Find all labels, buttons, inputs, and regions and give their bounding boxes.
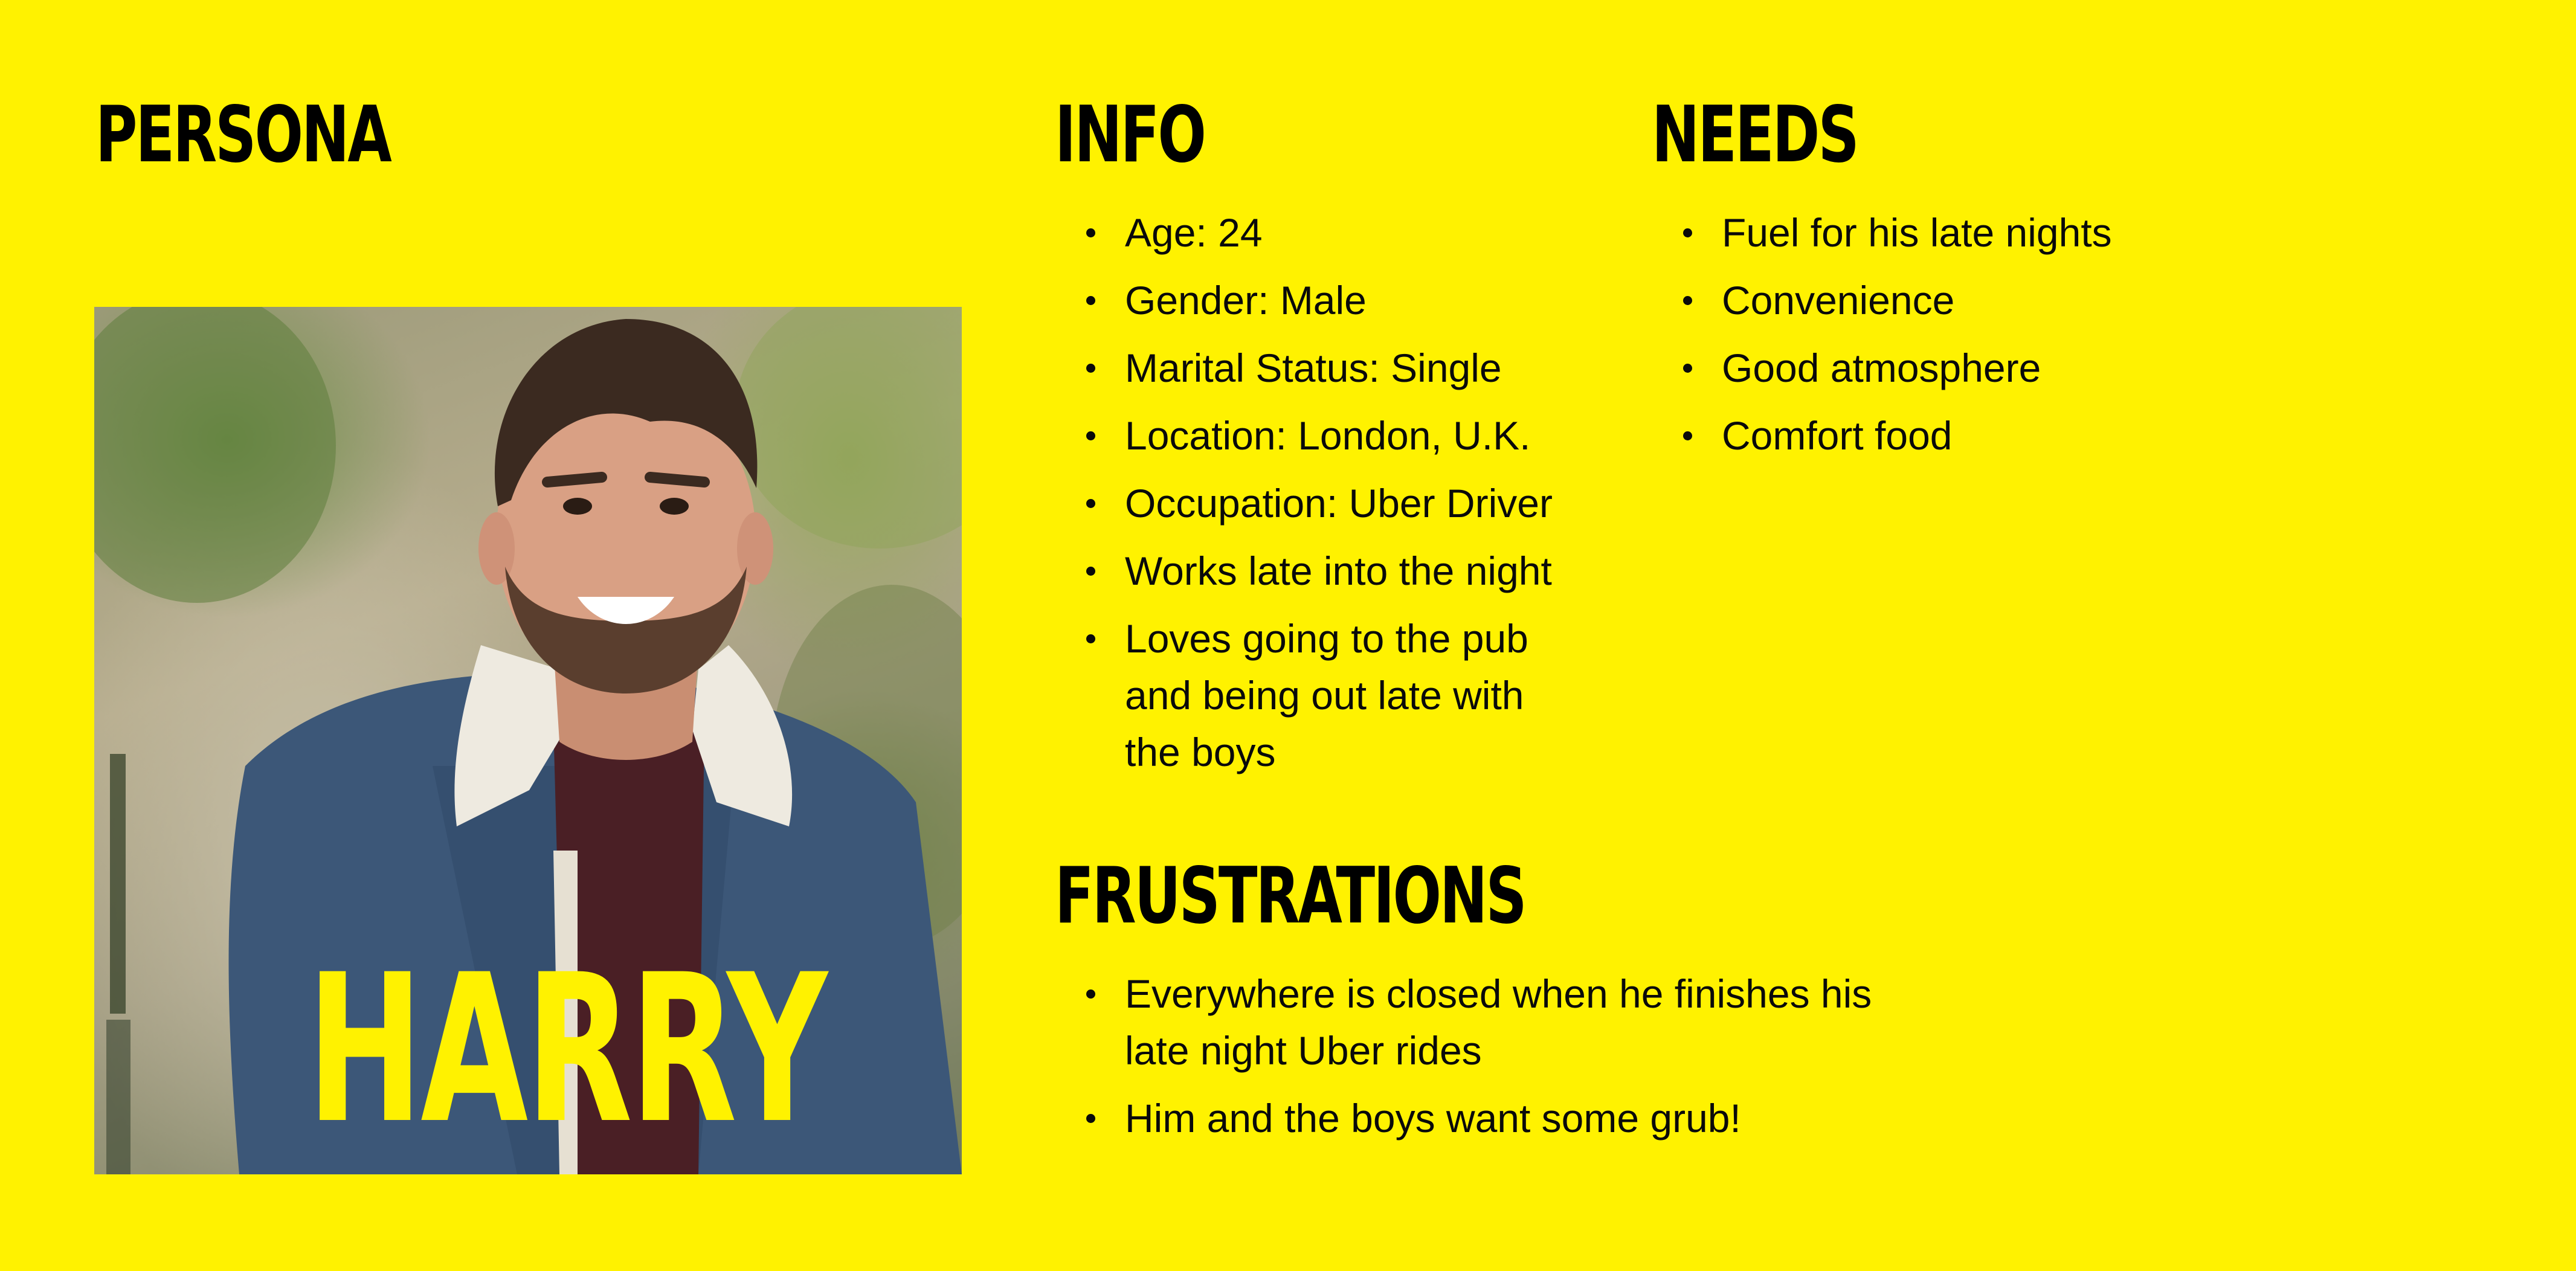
list-item <box>1055 475 1635 532</box>
info-title: INFO <box>1055 90 1205 180</box>
list-item <box>1652 407 2316 464</box>
needs-list <box>1652 204 2316 475</box>
list-item-text: the boys <box>1125 730 1276 774</box>
list-item-text: Occupation: Uber Driver <box>1125 481 1553 526</box>
list-item-text: Loves going to the pub <box>1125 616 1528 661</box>
list-item-text: Good atmosphere <box>1722 346 2041 390</box>
list-item-text: Location: London, U.K. <box>1125 413 1531 458</box>
list-item-text: Comfort food <box>1722 413 1953 458</box>
list-item <box>1055 965 2021 1079</box>
list-item-text: Marital Status: Single <box>1125 346 1502 390</box>
list-item <box>1055 1090 2021 1147</box>
list-item-text: Everywhere is closed when he finishes his <box>1125 971 1872 1016</box>
persona-photo <box>94 307 962 1174</box>
list-item-text: and being out late with <box>1125 673 1524 718</box>
list-item <box>1055 610 1635 780</box>
list-item <box>1055 339 1635 396</box>
list-item-text: Fuel for his late nights <box>1722 210 2112 255</box>
frustrations-list <box>1055 965 2021 1157</box>
list-item-text: Him and the boys want some grub! <box>1125 1096 1741 1141</box>
list-item <box>1055 542 1635 599</box>
list-item-text: Gender: Male <box>1125 278 1367 323</box>
list-item-text: Works late into the night <box>1125 549 1552 593</box>
list-item-text: Age: 24 <box>1125 210 1263 255</box>
list-item <box>1055 204 1635 261</box>
list-item <box>1055 407 1635 464</box>
list-item <box>1652 272 2316 329</box>
list-item <box>1652 204 2316 261</box>
needs-title: NEEDS <box>1652 90 1858 180</box>
info-list <box>1055 204 1635 791</box>
persona-title: PERSONA <box>95 90 390 180</box>
list-item-text: late night Uber rides <box>1125 1028 1482 1073</box>
persona-name: HARRY <box>307 930 825 1168</box>
frustrations-title: FRUSTRATIONS <box>1055 851 1525 941</box>
list-item-text: Convenience <box>1722 278 1955 323</box>
list-item <box>1652 339 2316 396</box>
list-item <box>1055 272 1635 329</box>
